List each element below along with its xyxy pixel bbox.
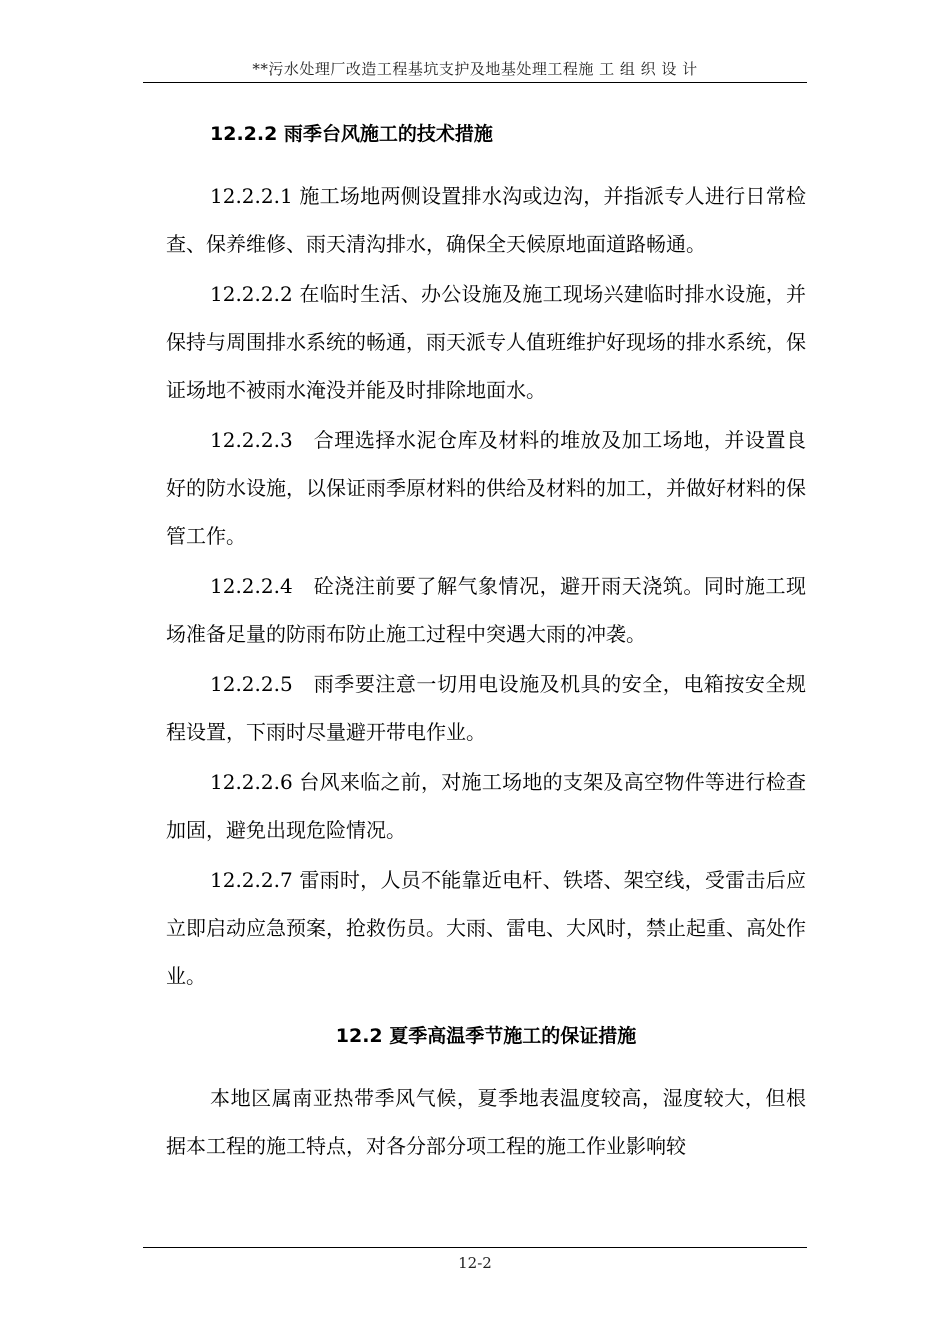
- paragraph-12-2-2-7: 12.2.2.7 雷雨时，人员不能靠近电杆、铁塔、架空线，受雷击后应立即启动应急预案，抢救伤员。大雨、雷电、大风时，禁止起重、高处作业。: [166, 868, 806, 988]
- footer-divider: [143, 1247, 807, 1248]
- paragraph-summer-intro: 本地区属南亚热带季风气候，夏季地表温度较高，湿度较大，但根据本工程的施工特点，对各分部分项工程的施工作业影响较: [166, 1086, 806, 1158]
- page-number: 12-2: [458, 1254, 492, 1272]
- paragraph-12-2-2-3: 12.2.2.3 合理选择水泥仓库及材料的堆放及加工场地，并设置良好的防水设施，以保证雨季原材料的供给及材料的加工，并做好材料的保管工作。: [166, 428, 806, 548]
- section-heading-rain-typhoon: 12.2.2 雨季台风施工的技术措施: [210, 123, 493, 145]
- paragraph-12-2-2-2: 12.2.2.2 在临时生活、办公设施及施工现场兴建临时排水设施，并保持与周围排水系统的畅通，雨天派专人值班维护好现场的排水系统，保证场地不被雨水淹没并能及时排除地面水。: [166, 282, 806, 402]
- paragraph-12-2-2-4: 12.2.2.4 砼浇注前要了解气象情况，避开雨天浇筑。同时施工现场准备足量的防雨布防止施工过程中突遇大雨的冲袭。: [166, 574, 806, 646]
- header-divider: [143, 82, 807, 83]
- document-body: [166, 122, 806, 1172]
- section-spacer: [166, 1002, 806, 1024]
- paragraph-12-2-2-1: 12.2.2.1 施工场地两侧设置排水沟或边沟，并指派专人进行日常检查、保养维修、雨天清沟排水，确保全天候原地面道路畅通。: [166, 184, 806, 256]
- paragraph-12-2-2-6: 12.2.2.6 台风来临之前，对施工场地的支架及高空物件等进行检查加固，避免出现危险情况。: [166, 770, 806, 842]
- page-header-title: **污水处理厂改造工程基坑支护及地基处理工程施 工 组 织 设 计: [252, 60, 698, 78]
- paragraph-12-2-2-5: 12.2.2.5 雨季要注意一切用电设施及机具的安全，电箱按安全规程设置，下雨时尽量避开带电作业。: [166, 672, 806, 744]
- section-heading-summer-heat: 12.2 夏季高温季节施工的保证措施: [335, 1025, 637, 1047]
